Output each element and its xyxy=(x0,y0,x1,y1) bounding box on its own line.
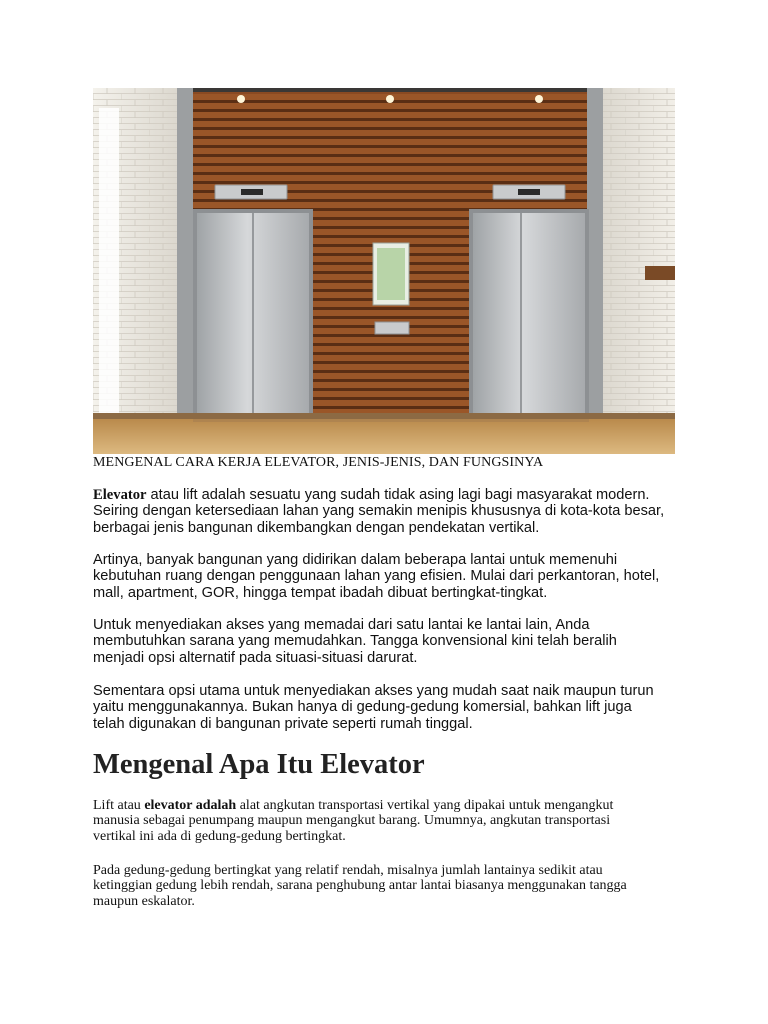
paragraph-sementara xyxy=(93,683,678,732)
paragraph-line: mall, apartment, GOR, hingga tempat ibadah dibuat bertingkat-tingkat. xyxy=(93,584,548,601)
paragraph-line: kebutuhan ruang dengan penggunaan lahan yang efisien. Mulai dari perkantoran, hotel, xyxy=(93,568,660,585)
definition-bold: elevator adalah xyxy=(144,798,237,813)
wood-slat-gap xyxy=(193,181,587,184)
paragraph-akses xyxy=(93,617,678,666)
paragraph-gedung xyxy=(93,863,678,909)
paragraph-line: Sementara opsi utama untuk menyediakan akses yang mudah saat naik maupun turun xyxy=(93,683,654,699)
definition-text: alat angkutan transportasi vertikal yang dipakai untuk mengangkut xyxy=(236,798,614,813)
elevator-term: Elevator xyxy=(93,487,147,503)
paragraph-line: vertikal ini ada di gedung-gedung bertingkat. xyxy=(93,828,346,844)
wood-slat xyxy=(193,112,587,118)
wood-slat-gap xyxy=(193,172,587,175)
paragraph-line: yaitu menggunakannya. Bukan hanya di gedung-gedung komersial, bahkan lift juga xyxy=(93,699,632,716)
paragraph-line: maupun eskalator. xyxy=(93,893,195,909)
elevator-photo xyxy=(93,88,675,454)
intro-paragraph xyxy=(93,487,678,536)
paragraph-line: Artinya, banyak bangunan yang didirikan dalam beberapa lantai untuk memenuhi xyxy=(93,552,618,568)
paragraph-line: menjadi opsi alternatif pada situasi-situasi darurat. xyxy=(93,649,418,666)
definition-text: Lift atau xyxy=(93,798,145,813)
paragraph-line: manusia sebagai penumpang maupun mengangkut barang. Umumnya, angkutan transportasi xyxy=(93,813,611,829)
paragraph-line: telah digunakan di bangunan private seperti rumah tinggal. xyxy=(93,715,473,732)
wood-slat xyxy=(193,103,587,109)
paragraph-line: ketinggian gedung lebih rendah, sarana penghubung antar lantai biasanya menggunakan tangga xyxy=(93,878,627,894)
paragraph-line: Untuk menyediakan akses yang memadai dari satu lantai ke lantai lain, Anda xyxy=(93,617,590,633)
wood-slat xyxy=(193,130,587,136)
wood-slat xyxy=(193,121,587,127)
wood-slat-gap xyxy=(193,127,587,130)
wood-slat-gap xyxy=(193,136,587,139)
intro-line-3: berbagai jenis bangunan dikembangkan dengan pendekatan vertikal. xyxy=(93,519,540,536)
paragraph-definition xyxy=(93,798,678,844)
wood-slat xyxy=(193,166,587,172)
section-heading: Mengenal Apa Itu Elevator xyxy=(93,749,425,780)
wood-slat xyxy=(193,157,587,163)
image-caption: MENGENAL CARA KERJA ELEVATOR, JENIS-JENIS, DAN FUNGSINYA xyxy=(93,455,544,470)
wood-slat xyxy=(193,175,587,181)
wood-slat-gap xyxy=(193,118,587,121)
intro-line-2: Seiring dengan ketersediaan lahan yang semakin menipis khususnya di kota-kota besar, xyxy=(93,503,665,520)
wood-slat xyxy=(193,139,587,145)
paragraph-artinya xyxy=(93,552,678,601)
paragraph-line: Pada gedung-gedung bertingkat yang relatif rendah, misalnya jumlah lantainya sedikit atau xyxy=(93,863,603,878)
paragraph-line: membutuhkan sarana yang memudahkan. Tangga konvensional kini telah beralih xyxy=(93,633,617,650)
intro-line-1: atau lift adalah sesuatu yang sudah tidak asing lagi bagi masyarakat modern. xyxy=(146,487,650,503)
wood-slat xyxy=(193,202,587,208)
wood-slat-gap xyxy=(193,145,587,148)
wood-slat-gap xyxy=(193,163,587,166)
wood-slat-gap xyxy=(193,109,587,112)
wood-slat-gap xyxy=(193,154,587,157)
wood-slat xyxy=(193,148,587,154)
